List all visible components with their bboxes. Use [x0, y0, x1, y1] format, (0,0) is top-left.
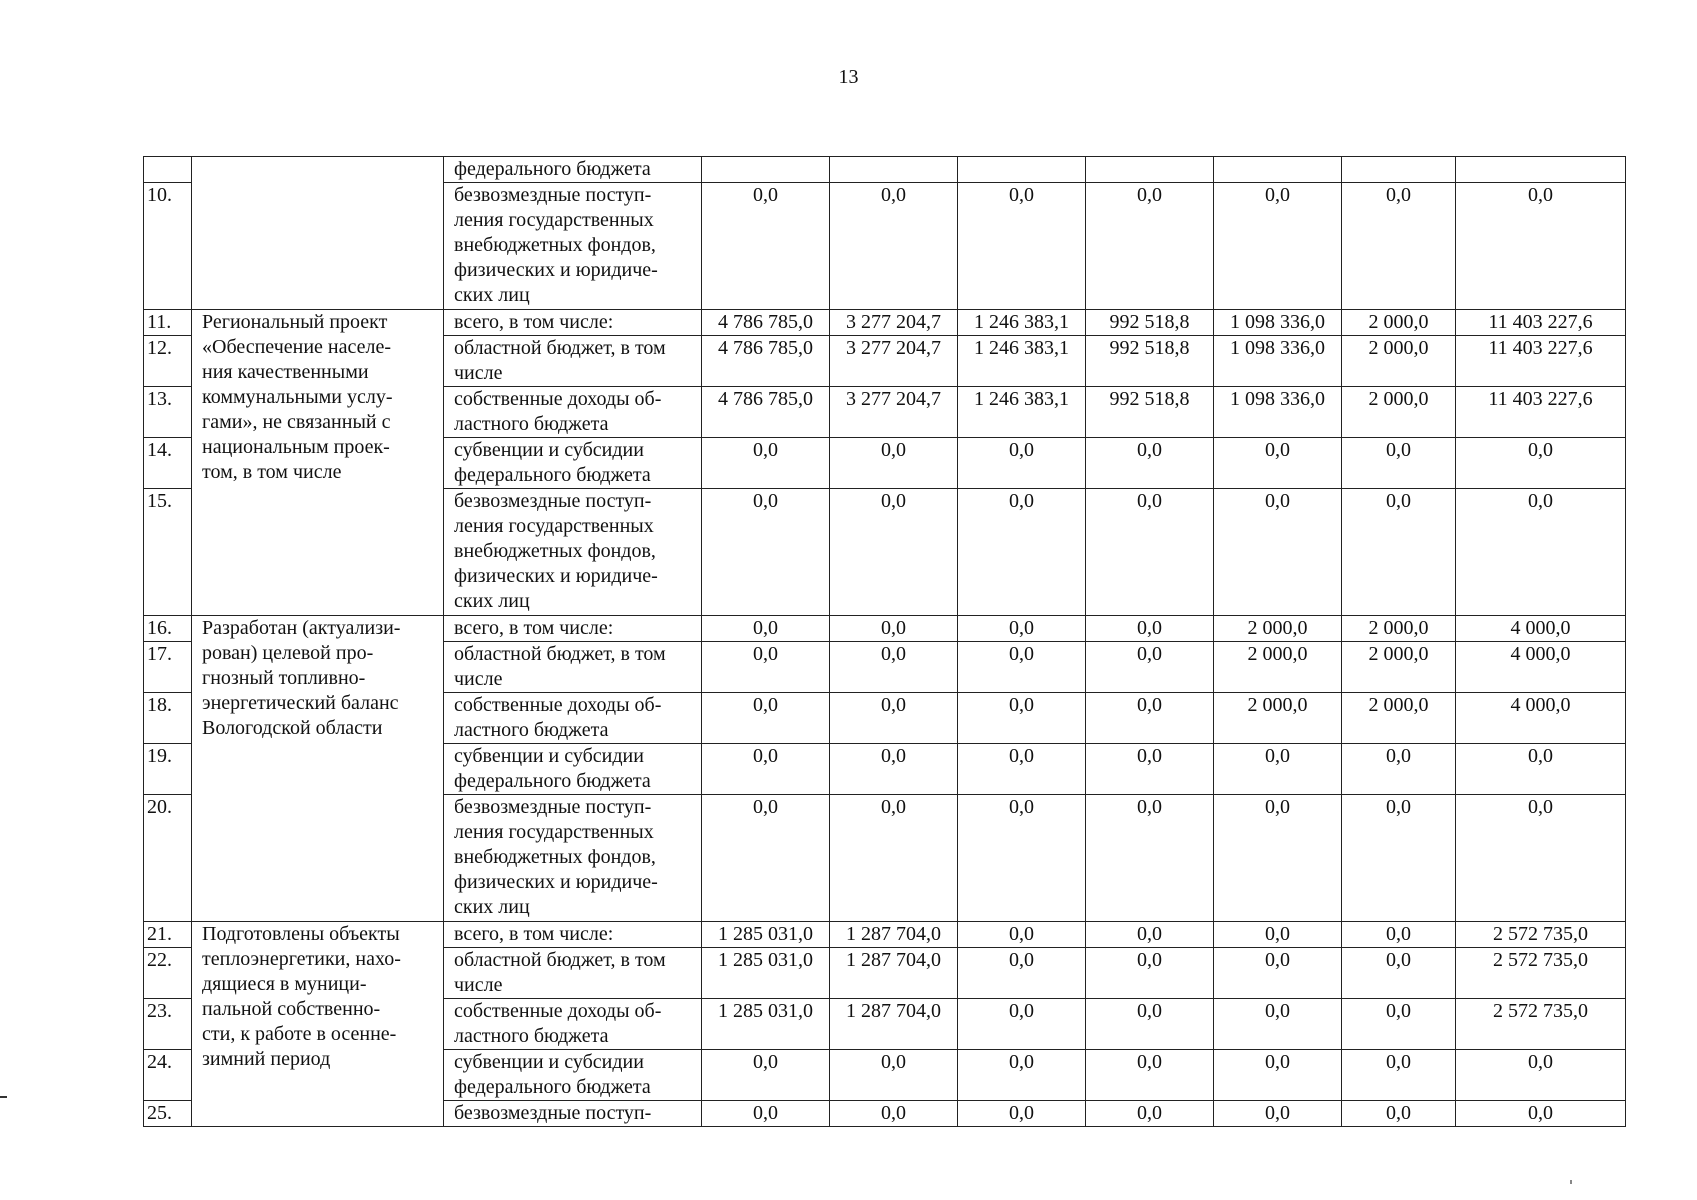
year-value: 0,0 [702, 744, 830, 795]
year-value: 0,0 [702, 795, 830, 922]
row-number: 19. [144, 744, 192, 795]
year-value: 0,0 [830, 438, 958, 489]
funding-source: всего, в том числе: [444, 922, 702, 948]
total-value: 11 403 227,6 [1456, 387, 1626, 438]
total-value: 11 403 227,6 [1456, 336, 1626, 387]
year-value: 0,0 [958, 693, 1086, 744]
year-value: 0,0 [830, 642, 958, 693]
row-number: 25. [144, 1101, 192, 1127]
year-value: 0,0 [1342, 922, 1456, 948]
year-value: 0,0 [1214, 489, 1342, 616]
year-value: 0,0 [1086, 795, 1214, 922]
year-value: 0,0 [702, 183, 830, 310]
funding-source: субвенции и субсидии федерального бюджета [444, 1050, 702, 1101]
year-value: 0,0 [958, 616, 1086, 642]
year-value: 4 786 785,0 [702, 310, 830, 336]
total-value: 0,0 [1456, 438, 1626, 489]
row-number: 24. [144, 1050, 192, 1101]
scan-artifact-dot [1570, 1180, 1572, 1184]
funding-source: областной бюджет, в том числе [444, 948, 702, 999]
row-number: 14. [144, 438, 192, 489]
year-value: 0,0 [1086, 999, 1214, 1050]
year-value: 0,0 [702, 1101, 830, 1127]
funding-source: собственные доходы об- ластного бюджета [444, 693, 702, 744]
year-value: 0,0 [1086, 642, 1214, 693]
funding-source: собственные доходы об- ластного бюджета [444, 387, 702, 438]
year-value: 3 277 204,7 [830, 336, 958, 387]
table-row [144, 310, 1626, 336]
year-value: 0,0 [1214, 922, 1342, 948]
year-value: 0,0 [1214, 999, 1342, 1050]
total-value: 0,0 [1456, 1101, 1626, 1127]
row-number: 11. [144, 310, 192, 336]
year-value: 0,0 [702, 693, 830, 744]
year-value [1086, 157, 1214, 183]
measure-name: Разработан (актуализи- рован) целевой про- гнозный топливно- энергетический баланс Вологодской области [192, 616, 444, 922]
year-value: 0,0 [1214, 183, 1342, 310]
year-value: 0,0 [1086, 616, 1214, 642]
year-value: 0,0 [1342, 1050, 1456, 1101]
total-value: 4 000,0 [1456, 693, 1626, 744]
year-value: 0,0 [830, 744, 958, 795]
year-value [958, 157, 1086, 183]
row-number: 10. [144, 183, 192, 310]
funding-source: собственные доходы об- ластного бюджета [444, 999, 702, 1050]
year-value: 0,0 [830, 795, 958, 922]
year-value: 0,0 [1086, 744, 1214, 795]
year-value: 0,0 [1086, 438, 1214, 489]
measure-name [192, 157, 444, 310]
year-value: 0,0 [702, 438, 830, 489]
year-value: 0,0 [1342, 795, 1456, 922]
year-value: 1 285 031,0 [702, 999, 830, 1050]
total-value: 0,0 [1456, 489, 1626, 616]
funding-source: безвозмездные поступ- [444, 1101, 702, 1127]
year-value: 0,0 [958, 795, 1086, 922]
row-number: 12. [144, 336, 192, 387]
table-row [144, 157, 1626, 183]
table-body [144, 157, 1626, 1127]
funding-source: всего, в том числе: [444, 310, 702, 336]
total-value: 0,0 [1456, 1050, 1626, 1101]
year-value: 0,0 [1342, 438, 1456, 489]
total-value: 2 572 735,0 [1456, 999, 1626, 1050]
year-value: 0,0 [1214, 744, 1342, 795]
year-value: 0,0 [958, 1101, 1086, 1127]
year-value: 0,0 [958, 183, 1086, 310]
year-value: 0,0 [958, 1050, 1086, 1101]
row-number [144, 157, 192, 183]
row-number: 17. [144, 642, 192, 693]
year-value: 0,0 [1086, 948, 1214, 999]
year-value: 0,0 [1214, 795, 1342, 922]
year-value: 4 786 785,0 [702, 336, 830, 387]
funding-source: областной бюджет, в том числе [444, 336, 702, 387]
year-value: 1 285 031,0 [702, 948, 830, 999]
funding-source: безвозмездные поступ- ления государственных внебюджетных фондов, физических и юридиче- ских лиц [444, 489, 702, 616]
year-value: 0,0 [1086, 183, 1214, 310]
year-value: 1 098 336,0 [1214, 310, 1342, 336]
year-value: 2 000,0 [1214, 642, 1342, 693]
funding-source: субвенции и субсидии федерального бюджета [444, 438, 702, 489]
total-value: 4 000,0 [1456, 616, 1626, 642]
year-value: 0,0 [1086, 922, 1214, 948]
total-value: 0,0 [1456, 183, 1626, 310]
year-value [702, 157, 830, 183]
year-value: 0,0 [1214, 438, 1342, 489]
year-value: 0,0 [1342, 183, 1456, 310]
year-value: 2 000,0 [1342, 693, 1456, 744]
year-value: 2 000,0 [1342, 387, 1456, 438]
measure-name: Региональный проект «Обеспечение населе- ния качественными коммунальными услу- гами», не связанный с национальным проек- том, в том числе [192, 310, 444, 616]
year-value: 0,0 [1214, 1101, 1342, 1127]
row-number: 23. [144, 999, 192, 1050]
year-value: 2 000,0 [1342, 642, 1456, 693]
year-value: 1 246 383,1 [958, 336, 1086, 387]
year-value: 2 000,0 [1342, 616, 1456, 642]
row-number: 21. [144, 922, 192, 948]
year-value: 0,0 [958, 642, 1086, 693]
measure-name: Подготовлены объекты теплоэнергетики, нахо- дящиеся в муници- пальной собственно- сти, к работе в осенне- зимний период [192, 922, 444, 1127]
funding-source: безвозмездные поступ- ления государственных внебюджетных фондов, физических и юридиче- ских лиц [444, 795, 702, 922]
year-value: 4 786 785,0 [702, 387, 830, 438]
year-value: 0,0 [830, 183, 958, 310]
year-value: 1 287 704,0 [830, 922, 958, 948]
total-value: 11 403 227,6 [1456, 310, 1626, 336]
year-value: 1 285 031,0 [702, 922, 830, 948]
year-value: 1 287 704,0 [830, 948, 958, 999]
year-value: 0,0 [1086, 1101, 1214, 1127]
year-value: 3 277 204,7 [830, 387, 958, 438]
row-number: 18. [144, 693, 192, 744]
table-row [144, 616, 1626, 642]
row-number: 20. [144, 795, 192, 922]
year-value: 1 246 383,1 [958, 387, 1086, 438]
funding-source: субвенции и субсидии федерального бюджета [444, 744, 702, 795]
total-value: 0,0 [1456, 795, 1626, 922]
scan-artifact [0, 1096, 7, 1098]
year-value: 0,0 [1342, 1101, 1456, 1127]
year-value: 3 277 204,7 [830, 310, 958, 336]
year-value: 992 518,8 [1086, 387, 1214, 438]
year-value: 1 246 383,1 [958, 310, 1086, 336]
year-value: 1 287 704,0 [830, 999, 958, 1050]
total-value: 2 572 735,0 [1456, 948, 1626, 999]
year-value: 2 000,0 [1214, 616, 1342, 642]
table-row [144, 922, 1626, 948]
funding-source: безвозмездные поступ- ления государственных внебюджетных фондов, физических и юридиче- ских лиц [444, 183, 702, 310]
funding-source: всего, в том числе: [444, 616, 702, 642]
row-number: 15. [144, 489, 192, 616]
year-value: 992 518,8 [1086, 310, 1214, 336]
year-value: 0,0 [830, 1050, 958, 1101]
row-number: 16. [144, 616, 192, 642]
year-value: 0,0 [1342, 744, 1456, 795]
row-number: 13. [144, 387, 192, 438]
year-value: 0,0 [702, 489, 830, 616]
year-value: 0,0 [1086, 489, 1214, 616]
total-value [1456, 157, 1626, 183]
budget-table [143, 156, 1626, 1127]
funding-source: областной бюджет, в том числе [444, 642, 702, 693]
year-value: 0,0 [958, 489, 1086, 616]
total-value: 2 572 735,0 [1456, 922, 1626, 948]
year-value: 0,0 [830, 616, 958, 642]
year-value: 1 098 336,0 [1214, 387, 1342, 438]
year-value: 0,0 [702, 1050, 830, 1101]
row-number: 22. [144, 948, 192, 999]
year-value [830, 157, 958, 183]
year-value: 992 518,8 [1086, 336, 1214, 387]
year-value: 2 000,0 [1214, 693, 1342, 744]
year-value [1214, 157, 1342, 183]
year-value: 0,0 [1342, 999, 1456, 1050]
year-value: 0,0 [1214, 948, 1342, 999]
year-value: 0,0 [958, 744, 1086, 795]
total-value: 0,0 [1456, 744, 1626, 795]
year-value: 0,0 [958, 948, 1086, 999]
year-value: 0,0 [958, 438, 1086, 489]
year-value: 0,0 [958, 999, 1086, 1050]
year-value: 0,0 [830, 489, 958, 616]
year-value: 0,0 [1342, 489, 1456, 616]
year-value: 0,0 [830, 1101, 958, 1127]
year-value: 0,0 [1086, 693, 1214, 744]
year-value: 1 098 336,0 [1214, 336, 1342, 387]
year-value: 0,0 [958, 922, 1086, 948]
year-value: 2 000,0 [1342, 310, 1456, 336]
year-value: 0,0 [1086, 1050, 1214, 1101]
year-value: 0,0 [702, 642, 830, 693]
funding-source: федерального бюджета [444, 157, 702, 183]
year-value: 0,0 [830, 693, 958, 744]
year-value: 2 000,0 [1342, 336, 1456, 387]
year-value: 0,0 [1342, 948, 1456, 999]
page-number: 13 [838, 66, 859, 88]
year-value [1342, 157, 1456, 183]
year-value: 0,0 [702, 616, 830, 642]
total-value: 4 000,0 [1456, 642, 1626, 693]
year-value: 0,0 [1214, 1050, 1342, 1101]
